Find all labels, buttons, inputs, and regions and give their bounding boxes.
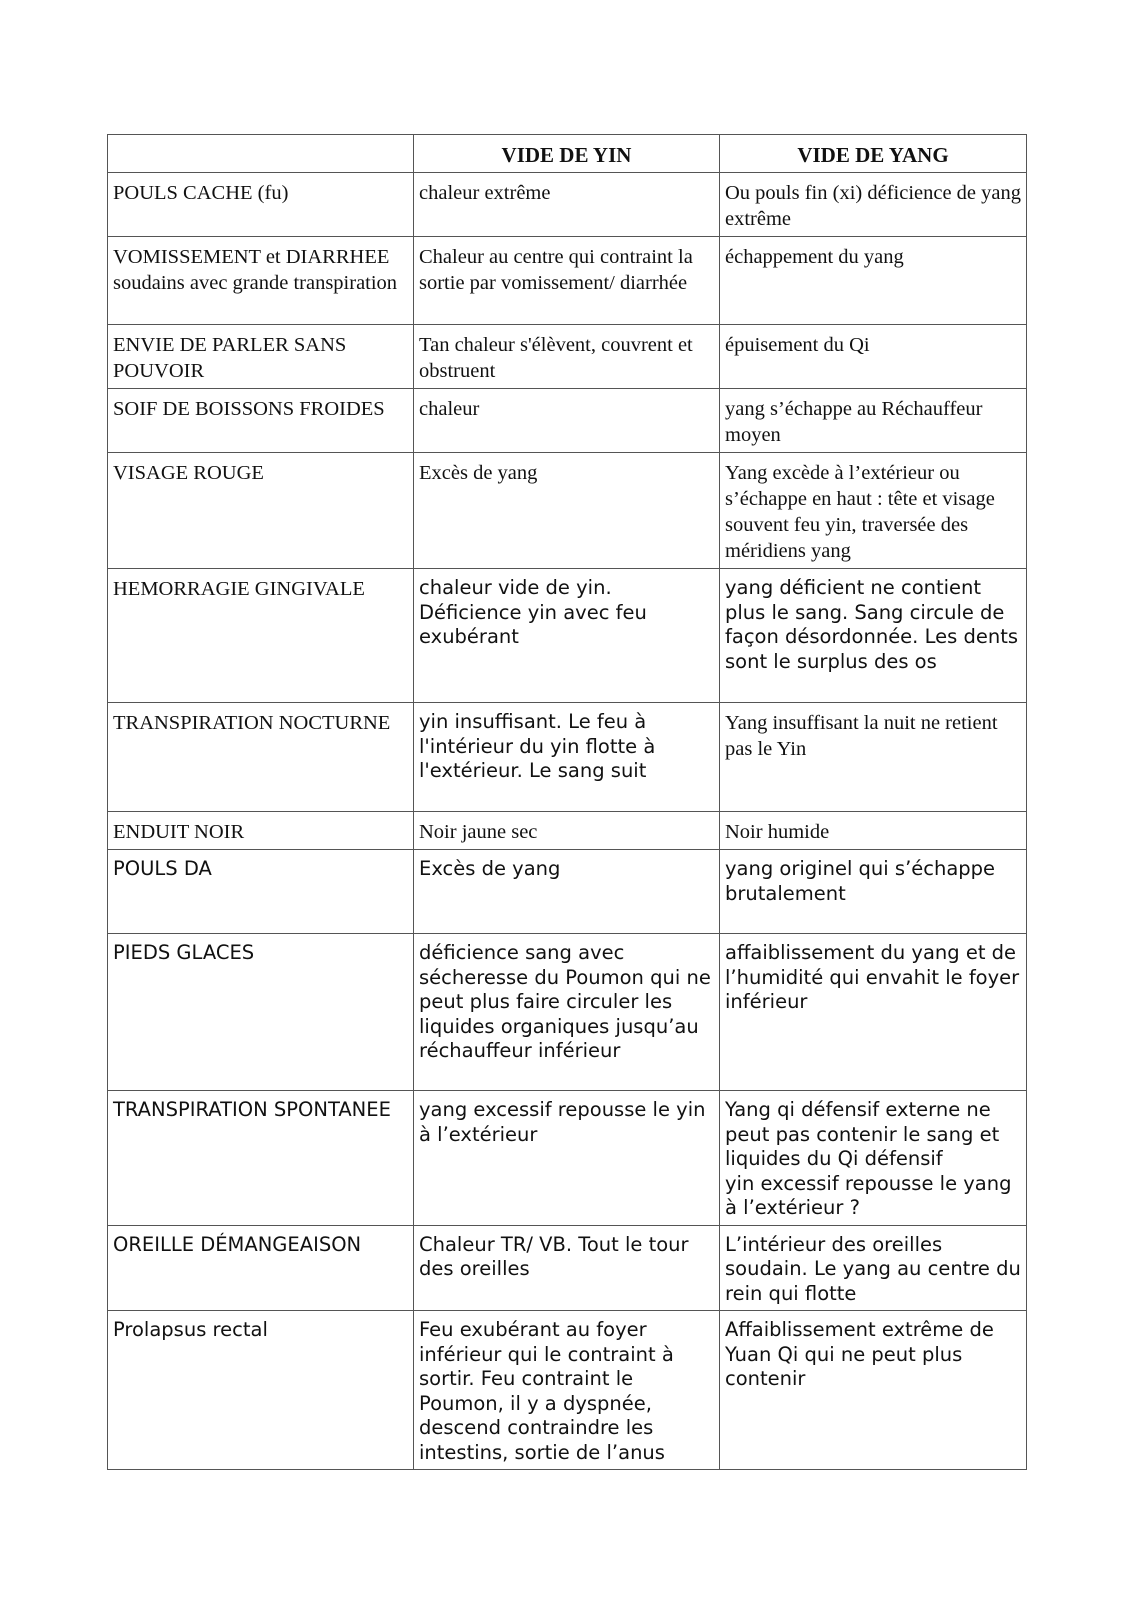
- table-row: [108, 1311, 1027, 1470]
- table-row: [108, 569, 1027, 703]
- table-row: [108, 812, 1027, 850]
- row-label: ENVIE DE PARLER SANS POUVOIR: [108, 325, 414, 389]
- row-label: HEMORRAGIE GINGIVALE: [108, 569, 414, 703]
- header-row: [108, 135, 1027, 173]
- table-row: [108, 173, 1027, 237]
- yin-cell: Chaleur au centre qui contraint la sortie par vomissement/ diarrhée: [414, 237, 720, 325]
- row-label: VOMISSEMENT et DIARRHEE soudains avec grande transpiration: [108, 237, 414, 325]
- yin-cell: Noir jaune sec: [414, 812, 720, 850]
- table-row: [108, 389, 1027, 453]
- yin-cell: Feu exubérant au foyer inférieur qui le contraint à sortir. Feu contraint le Poumon, il y a dyspnée, descend contraindre les intestins, sortie de l’anus: [414, 1311, 720, 1470]
- header-empty: [108, 135, 414, 173]
- yin-cell: chaleur extrême: [414, 173, 720, 237]
- row-label: POULS DA: [108, 850, 414, 934]
- yin-cell: Excès de yang: [414, 453, 720, 569]
- row-label: OREILLE DÉMANGEAISON: [108, 1225, 414, 1311]
- yang-cell: Yang excède à l’extérieur ou s’échappe en haut : tête et visage souvent feu yin, traversée des méridiens yang: [720, 453, 1027, 569]
- row-label: ENDUIT NOIR: [108, 812, 414, 850]
- comparison-table: [107, 134, 1027, 1470]
- yang-cell: échappement du yang: [720, 237, 1027, 325]
- row-label: VISAGE ROUGE: [108, 453, 414, 569]
- header-vide-de-yin: VIDE DE YIN: [414, 135, 720, 173]
- yin-cell: chaleur: [414, 389, 720, 453]
- row-label: Prolapsus rectal: [108, 1311, 414, 1470]
- header-vide-de-yang: VIDE DE YANG: [720, 135, 1027, 173]
- row-label: PIEDS GLACES: [108, 934, 414, 1091]
- table-row: [108, 1225, 1027, 1311]
- row-label: POULS CACHE (fu): [108, 173, 414, 237]
- row-label: TRANSPIRATION SPONTANEE: [108, 1091, 414, 1226]
- yin-cell: yin insuffisant. Le feu à l'intérieur du yin flotte à l'extérieur. Le sang suit: [414, 703, 720, 812]
- table-row: [108, 237, 1027, 325]
- yin-cell: Chaleur TR/ VB. Tout le tour des oreilles: [414, 1225, 720, 1311]
- yin-cell: Excès de yang: [414, 850, 720, 934]
- yang-cell: yang déficient ne contient plus le sang. Sang circule de façon désordonnée. Les dents sont le surplus des os: [720, 569, 1027, 703]
- table-row: [108, 453, 1027, 569]
- table-row: [108, 1091, 1027, 1226]
- yin-cell: yang excessif repousse le yin à l’extérieur: [414, 1091, 720, 1226]
- yang-cell: yang s’échappe au Réchauffeur moyen: [720, 389, 1027, 453]
- yang-cell: épuisement du Qi: [720, 325, 1027, 389]
- table-row: [108, 325, 1027, 389]
- yin-cell: Tan chaleur s'élèvent, couvrent et obstruent: [414, 325, 720, 389]
- table-row: [108, 850, 1027, 934]
- row-label: SOIF DE BOISSONS FROIDES: [108, 389, 414, 453]
- yang-cell: Ou pouls fin (xi) déficience de yang extrême: [720, 173, 1027, 237]
- yang-cell: Affaiblissement extrême de Yuan Qi qui ne peut plus contenir: [720, 1311, 1027, 1470]
- yang-cell: Yang qi défensif externe ne peut pas contenir le sang et liquides du Qi défensif yin excessif repousse le yang à l’extérieur ?: [720, 1091, 1027, 1226]
- yang-cell: Yang insuffisant la nuit ne retient pas le Yin: [720, 703, 1027, 812]
- table-row: [108, 934, 1027, 1091]
- yang-cell: L’intérieur des oreilles soudain. Le yang au centre du rein qui flotte: [720, 1225, 1027, 1311]
- yin-cell: chaleur vide de yin. Déficience yin avec feu exubérant: [414, 569, 720, 703]
- yang-cell: yang originel qui s’échappe brutalement: [720, 850, 1027, 934]
- yin-cell: déficience sang avec sécheresse du Poumon qui ne peut plus faire circuler les liquides organiques jusqu’au réchauffeur inférieur: [414, 934, 720, 1091]
- yang-cell: affaiblissement du yang et de l’humidité qui envahit le foyer inférieur: [720, 934, 1027, 1091]
- row-label: TRANSPIRATION NOCTURNE: [108, 703, 414, 812]
- table-row: [108, 703, 1027, 812]
- yang-cell: Noir humide: [720, 812, 1027, 850]
